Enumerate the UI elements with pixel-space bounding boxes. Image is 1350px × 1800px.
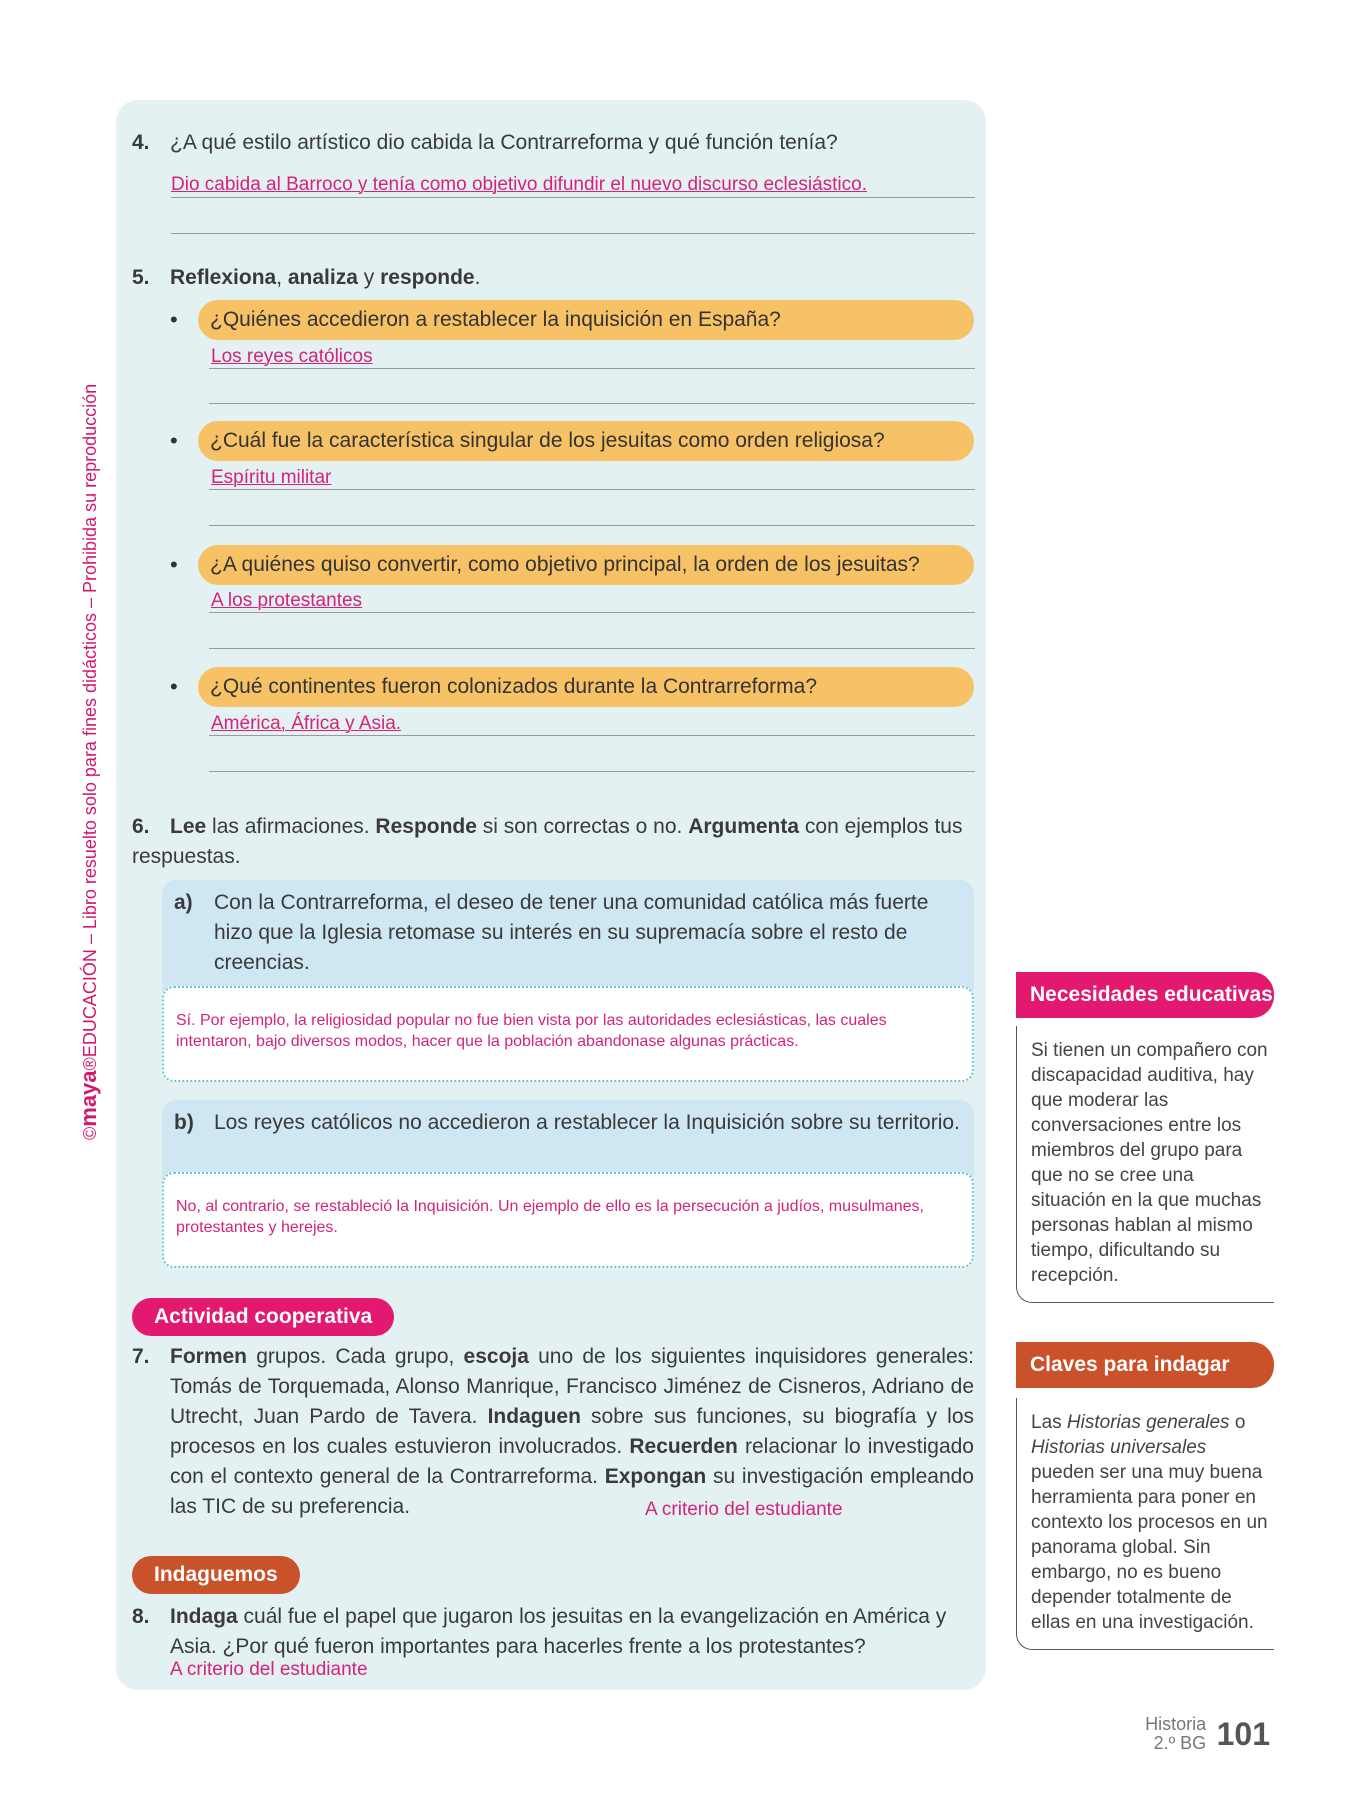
question-number: 6. — [132, 815, 150, 838]
copyright-symbol: © — [80, 1126, 100, 1140]
answer-line — [209, 368, 975, 369]
claves-text-part: Las — [1031, 1412, 1067, 1433]
question-number: 7. — [132, 1345, 150, 1368]
question-pill: ¿Qué continentes fueron colonizados durante la Contrarreforma? — [198, 667, 974, 707]
question-8-text — [170, 1602, 974, 1662]
answer-box-b[interactable] — [162, 1172, 974, 1268]
statement-text: Los reyes católicos no accedieron a restablecer la Inquisición sobre su territorio. — [214, 1111, 960, 1134]
grade-label: 2.º BG — [1153, 1733, 1207, 1753]
question-text: uno de los siguientes inquisidores generales: Tomás de Torquemada, Alonso Manrique, Francisco Jiménez de Cisneros, Adriano de Utrecht, Juan Pardo de Tavera. — [170, 1345, 974, 1428]
instruction-word: responde — [380, 266, 475, 289]
question-pill: ¿A quiénes quiso convertir, como objetivo principal, la orden de los jesuitas? — [198, 545, 974, 585]
answer-line — [209, 403, 975, 404]
copyright-text: ®EDUCACIÓN – Libro resuelto solo para fines didácticos – Prohibida su reproducción — [80, 383, 100, 1071]
subject-label: Historia — [1145, 1714, 1207, 1734]
footer-subject — [1145, 1715, 1206, 1753]
question-text: grupos. Cada grupo, — [247, 1345, 464, 1368]
question-text: cuál fue el papel que jugaron los jesuitas en la evangelización en América y Asia. ¿Por qué fueron importantes para hacerles frente a los protestantes? — [170, 1605, 947, 1658]
question-5: 5. Reflexiona, analiza y responde. — [132, 263, 480, 293]
instruction-word: escoja — [463, 1345, 529, 1368]
cooperativa-tag: Actividad cooperativa — [132, 1298, 394, 1336]
question-7-text — [170, 1342, 974, 1522]
copyright-sidebar — [76, 384, 102, 1140]
answer-line — [209, 525, 975, 526]
instruction-word: Recuerden — [629, 1435, 738, 1458]
statement-text: Con la Contrarreforma, el deseo de tener una comunidad católica más fuerte hizo que la Iglesia retomase su interés en su supremacía sobre el resto de creencias. — [214, 891, 929, 974]
necesidades-title: Necesidades educativas — [1016, 972, 1274, 1018]
question-pill: ¿Quiénes accedieron a restablecer la inquisición en España? — [198, 300, 974, 340]
instruction-word: Lee — [170, 815, 207, 838]
instruction-word: Responde — [375, 815, 477, 838]
question-text: con ejemplos tus respuestas. — [132, 815, 963, 868]
page-number: 101 — [1216, 1715, 1270, 1752]
answer-5-2[interactable]: Espíritu militar — [211, 467, 332, 488]
statement-b — [162, 1100, 974, 1182]
statement-a — [162, 880, 974, 992]
claves-text-part: pueden ser una muy buena herramienta para poner en contexto los procesos en un panorama global. Sin embargo, no es bueno depender totalmente de ellas en una investigación. — [1031, 1462, 1268, 1633]
claves-title: Claves para indagar — [1016, 1342, 1274, 1388]
question-4 — [132, 128, 972, 158]
instruction-word: Indaguen — [487, 1405, 581, 1428]
question-text: su investigación empleando las TIC de su preferencia. — [170, 1465, 974, 1518]
question-text: si son correctas o no. — [476, 815, 689, 838]
necesidades-text: Si tienen un compañero con discapacidad auditiva, hay que moderar las conversaciones entre los miembros del grupo para que no se cree una situación en la que muchas personas hablan al mismo tiempo, dificultando su recepción. — [1016, 1026, 1274, 1303]
instruction-word: Expongan — [604, 1465, 707, 1488]
item-label: b) — [174, 1111, 194, 1134]
question-6 — [132, 812, 978, 872]
bullet: • — [170, 428, 178, 453]
answer-line — [209, 489, 975, 490]
question-pill: ¿Cuál fue la característica singular de los jesuitas como orden religiosa? — [198, 421, 974, 461]
claves-text — [1016, 1398, 1274, 1650]
question-text: ¿A qué estilo artístico dio cabida la Contrarreforma y qué función tenía? — [170, 131, 838, 154]
question-text: sobre sus funciones, su biografía y los procesos en los cuales estuvieron involucrados. — [170, 1405, 974, 1458]
question-text: relacionar lo investigado con el contexto general de la Contrarreforma. — [170, 1435, 974, 1488]
claves-box — [1016, 1342, 1274, 1650]
instruction-word: Formen — [170, 1345, 248, 1368]
instruction-word: Argumenta — [688, 815, 800, 838]
answer-5-1[interactable]: Los reyes católicos — [211, 346, 373, 367]
indaguemos-tag: Indaguemos — [132, 1556, 300, 1594]
question-number: 4. — [132, 131, 150, 154]
answer-8[interactable]: A criterio del estudiante — [170, 1659, 368, 1680]
answer-text: Sí. Por ejemplo, la religiosidad popular no fue bien vista por las autoridades eclesiásticas, las cuales intentaron, bajo diversos modos, hacer que la población abandonase algunas prácticas. — [176, 1012, 887, 1050]
page-footer — [1145, 1715, 1270, 1753]
answer-7[interactable]: A criterio del estudiante — [645, 1499, 843, 1520]
bullet: • — [170, 307, 178, 332]
item-label: a) — [174, 891, 193, 914]
answer-5-4[interactable]: América, África y Asia. — [211, 713, 402, 734]
answer-5-3[interactable]: A los protestantes — [211, 590, 363, 611]
instruction-word: analiza — [287, 266, 358, 289]
answer-line — [209, 735, 975, 736]
answer-line — [209, 771, 975, 772]
instruction-word: Reflexiona — [170, 266, 277, 289]
claves-italic: Historias generales — [1066, 1412, 1230, 1433]
claves-text-part: o — [1229, 1412, 1246, 1433]
answer-line — [209, 648, 975, 649]
brand-logo: maya — [76, 1070, 101, 1127]
bullet: • — [170, 552, 178, 577]
bullet: • — [170, 674, 178, 699]
answer-4[interactable]: Dio cabida al Barroco y tenía como objetivo difundir el nuevo discurso eclesiástico. — [171, 174, 867, 195]
claves-italic: Historias universales — [1031, 1437, 1207, 1458]
answer-box-a[interactable] — [162, 986, 974, 1082]
instruction-word: Indaga — [170, 1605, 238, 1628]
answer-text: No, al contrario, se restableció la Inquisición. Un ejemplo de ello es la persecución a judíos, musulmanes, protestantes y herejes. — [176, 1198, 924, 1236]
answer-line — [171, 233, 975, 234]
necesidades-box — [1016, 972, 1274, 1303]
answer-line — [171, 197, 975, 198]
question-number: 5. — [132, 266, 150, 289]
question-number: 8. — [132, 1605, 150, 1628]
answer-line — [209, 612, 975, 613]
question-text: las afirmaciones. — [206, 815, 376, 838]
